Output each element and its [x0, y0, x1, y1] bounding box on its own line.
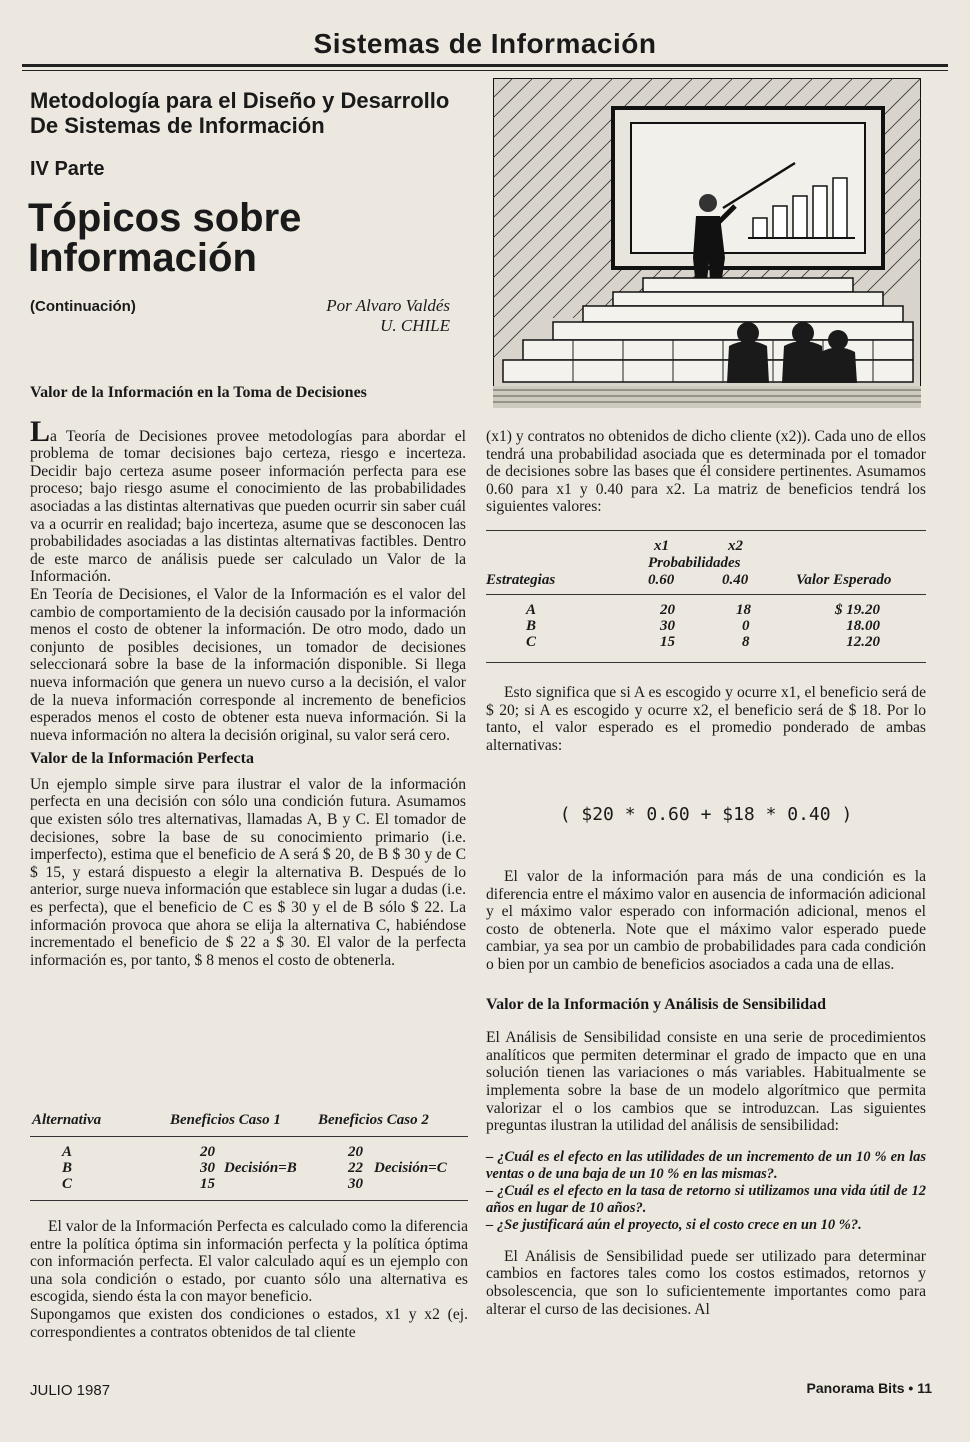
table-rule	[486, 530, 926, 531]
matrix-prob-label: Probabilidades	[648, 555, 741, 571]
right-column-lower	[486, 868, 926, 1318]
table-cell: 30	[200, 1160, 215, 1176]
question: – ¿Cuál es el efecto en las utilidades de un incremento de un 10 % en las ventas o de una baja de un 10 % en las mismas?.	[486, 1148, 926, 1182]
table-cell: 8	[742, 634, 750, 650]
matrix-ev-label: Valor Esperado	[796, 572, 892, 588]
author-name: Por Alvaro Valdés	[326, 296, 450, 315]
paragraph: Esto significa que si A es escogido y ocurre x1, el beneficio será de $ 20; si A es escogido y ocurre x2, el beneficio será de $ 18. Por lo tanto, el valor esperado es el promedio ponderado de ambas alternativas:	[486, 684, 926, 754]
paragraph-text: a Teoría de Decisiones provee metodologías para abordar el problema de tomar decisiones bajo certeza, riesgo e incerteza. Decidir bajo certeza asume poseer información perfecta para ese proceso; bajo riesgo asume el conocimiento de las probabilidades asociadas a las distintas alternativas que pueden ocurrir sin saber cuál va a ocurrir en realidad; bajo incerteza, asume que se desconocen las probabilidades asociadas a las distintas alternativas factibles. Dentro de este marco de análisis puede ser calculado un Valor de la Información.	[30, 427, 466, 586]
table-cell: 0	[742, 618, 750, 634]
matrix-p2: 0.40	[722, 572, 749, 588]
section-heading: Valor de la Información y Análisis de Sensibilidad	[486, 995, 827, 1013]
table-cell: C	[62, 1176, 73, 1192]
right-column-mid	[486, 684, 926, 754]
table-header-cell: Beneficios Caso 2	[318, 1112, 429, 1128]
paragraph: En Teoría de Decisiones, el Valor de la Información es el valor del cambio de comportamiento de la decisión causado por la información menos el costo de obtener la información. De otro modo, dado un conjunto de posibles decisiones, un tomador de decisiones seleccionará sobre la base de la información disponible. Si llega nueva información que genera un nuevo curso a la decisión, el valor de la nueva información corresponde al incremento de beneficios esperados menos el costo de obtener esta nueva información. Si la nueva información no altera la decisión original, su valor será cero.	[30, 585, 466, 744]
table-cell: 18.00	[846, 618, 880, 634]
table-rule	[30, 1136, 468, 1137]
left-column	[30, 384, 466, 969]
table-cell: Decisión=B	[224, 1160, 297, 1176]
header-rule-thin	[22, 70, 948, 71]
byline	[300, 296, 450, 336]
paragraph: El valor de la información para más de una condición es la diferencia entre el máximo valor en ausencia de información adicional y el máximo valor esperado con información adicional, menos el costo de obtenerla. Note que el máximo valor esperado puede cambiar, ya sea por un cambio de probabilidades para cada condición o bien por un cambio de beneficios asociados a cada una de ellas.	[486, 868, 926, 973]
table-cell: 20	[348, 1144, 363, 1160]
table-cell: C	[526, 634, 537, 650]
drop-cap: L	[30, 414, 51, 448]
paragraph: (x1) y contratos no obtenidos de dicho cliente (x2)). Cada uno de ellos tendrá una probabilidad asociada que es determinada por el tomador de decisiones sobre las bases que él considere pertinentes. Asumamos 0.60 para x1 y 0.40 para x2. La matriz de beneficios tendrá los siguientes valores:	[486, 428, 926, 516]
table-cell: 22	[348, 1160, 363, 1176]
main-title-line-1: Tópicos sobre	[28, 196, 302, 240]
right-column-top	[486, 428, 926, 516]
matrix-strat-label: Estrategias	[486, 572, 556, 588]
title-line-2: De Sistemas de Información	[30, 113, 325, 138]
table-cell: 30	[348, 1176, 363, 1192]
presentation-illustration	[493, 78, 921, 408]
paragraph: Un ejemplo simple sirve para ilustrar el valor de la información perfecta en una decisión con sólo una condición futura. Asumamos que existen sólo tres alternativas, llamadas A, B y C. El tomador de decisiones, sobre la base de su conocimiento primario (i.e. imperfecto), estima que el beneficio de A será $ 20, de B $ 30 y de C $ 15, y estará dispuesto a elegir la alternativa B. Después de lo anterior, surge nueva información que establece sin lugar a dudas (i.e. es perfecta), que el beneficio de C es $ 30 y el de B sólo $ 22. La información provoca que ahora se elija la alternativa C, habiéndose incrementado el beneficio de $ 22 a $ 30. El valor de la perfecta información es, por tanto, $ 8 menos el costo de obtenerla.	[30, 775, 466, 969]
table-cell: B	[62, 1160, 73, 1176]
paragraph: El Análisis de Sensibilidad consiste en una serie de procedimientos analíticos que permiten determinar el grado de impacto que en una solución tienen las variaciones o más variables. Habitualmente se implementa sobre la base de un modelo algorítmico que permita valorizar el o los cambios que se introduzcan. Las siguientes preguntas ilustran la utilidad del análisis de sensibilidad:	[486, 1029, 926, 1135]
article-part: IV Parte	[30, 158, 105, 180]
table-cell: 20	[660, 602, 675, 618]
matrix-p1: 0.60	[648, 572, 675, 588]
table-rule	[486, 594, 926, 595]
left-column-bottom	[30, 1218, 468, 1341]
table-cell: 15	[660, 634, 675, 650]
expected-value-formula: ( $20 * 0.60 + $18 * 0.40 )	[559, 804, 853, 825]
table-cell: Decisión=C	[374, 1160, 447, 1176]
article-main-title	[28, 198, 468, 278]
paragraph	[30, 414, 466, 586]
footer-date: JULIO 1987	[30, 1382, 111, 1399]
matrix-x2: x2	[728, 538, 743, 554]
question: – ¿Se justificará aún el proyecto, si el costo crece en un 10 %?.	[486, 1216, 862, 1233]
footer-publication: Panorama Bits • 11	[806, 1380, 932, 1396]
paragraph: El Análisis de Sensibilidad puede ser utilizado para determinar cambios en factores tales como los costos estimados, retornos y obsolescencia, que son lo suficientemente importantes como para alterar el curso de las decisiones. Al	[486, 1247, 926, 1318]
section-header: Sistemas de Información	[313, 28, 657, 59]
question-list	[486, 1149, 926, 1234]
benefits-table	[30, 1112, 468, 1204]
table-header-cell: Beneficios Caso 1	[170, 1112, 281, 1128]
table-cell: 20	[200, 1144, 215, 1160]
article-title	[30, 88, 550, 138]
payoff-matrix	[486, 528, 926, 678]
author-affiliation: U. CHILE	[380, 316, 450, 335]
table-cell: A	[62, 1144, 73, 1160]
section-heading: Valor de la Información en la Toma de Decisiones	[30, 384, 367, 401]
main-title-line-2: Información	[28, 236, 257, 280]
title-line-1: Metodología para el Diseño y Desarrollo	[30, 88, 450, 113]
table-rule	[486, 662, 926, 663]
table-cell: 18	[736, 602, 751, 618]
header-rule	[22, 64, 948, 67]
table-cell: 15	[200, 1176, 215, 1192]
paragraph: El valor de la Información Perfecta es calculado como la diferencia entre la política óptima sin información perfecta y la política óptima con información perfecta. El valor calculado aquí es un ejemplo con una sola condición o estado, por cuanto sólo una alternativa es escogida, siendo ésta la con mayor beneficio.	[30, 1218, 468, 1306]
table-header-cell: Alternativa	[32, 1112, 102, 1128]
question: – ¿Cuál es el efecto en la tasa de retorno si utilizamos una vida útil de 12 años en lugar de 10 años?.	[486, 1182, 926, 1216]
table-cell: 30	[660, 618, 675, 634]
matrix-x1: x1	[654, 538, 669, 554]
table-rule	[30, 1200, 468, 1201]
table-cell: $ 19.20	[835, 602, 880, 618]
table-cell: 12.20	[846, 634, 880, 650]
paragraph: Supongamos que existen dos condiciones o estados, x1 y x2 (ej. correspondientes a contratos obtenidos de tal cliente	[30, 1305, 468, 1341]
table-cell: B	[526, 618, 537, 634]
table-cell: A	[526, 602, 537, 618]
section-heading: Valor de la Información Perfecta	[30, 750, 254, 768]
continuation-label: (Continuación)	[30, 298, 136, 315]
